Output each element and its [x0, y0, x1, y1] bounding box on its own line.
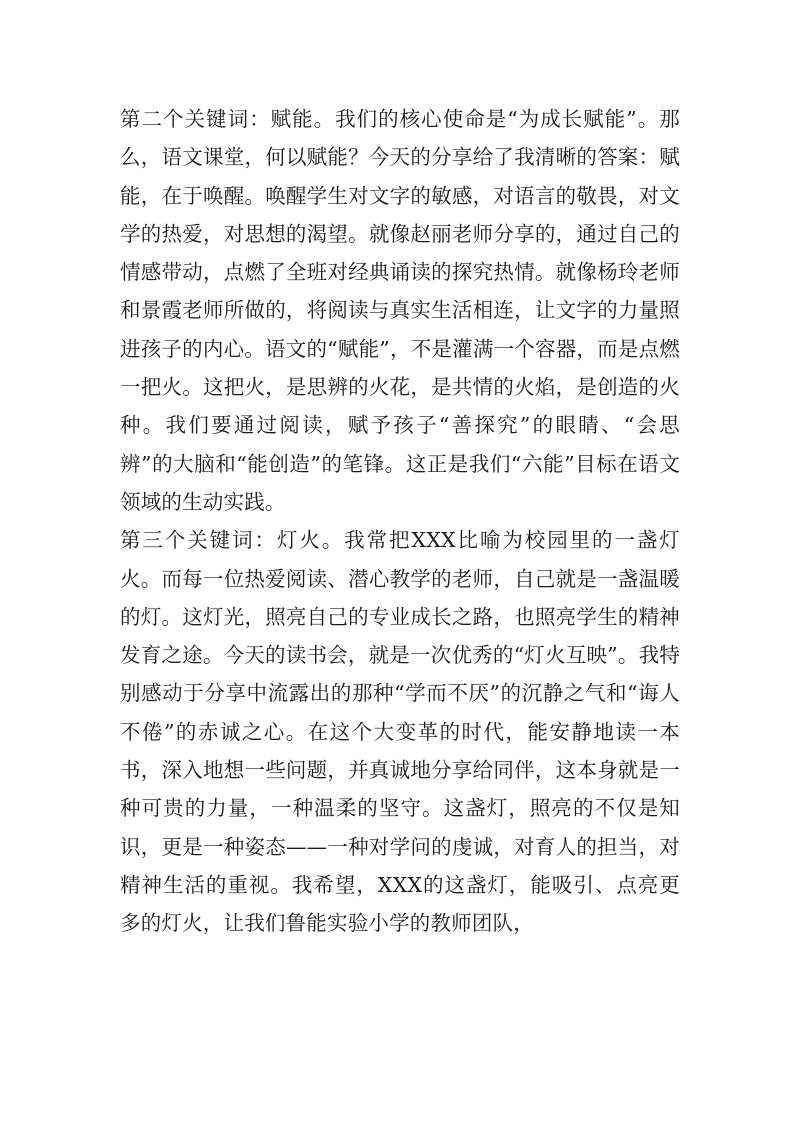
paragraph-keyword-empowerment: 第二个关键词：赋能。我们的核心使命是“为成长赋能”。那么，语文课堂，何以赋能？今天的分享给了我清晰的答案：赋能，在于唤醒。唤醒学生对文字的敏感，对语言的敬畏，对文学的热爱，对思想的渴望。就像赵丽老师分享的，通过自己的情感带动，点燃了全班对经典诵读的探究热情。就像杨玲老师和景霞老师所做的，将阅读与真实生活相连，让文字的力量照进孩子的内心。语文的“赋能”，不是灌满一个容器，而是点燃一把火。这把火，是思辨的火花，是共情的火焰，是创造的火种。我们要通过阅读，赋予孩子“善探究”的眼睛、“会思辨”的大脑和“能创造”的笔锋。这正是我们“六能”目标在语文领域的生动实践。 — [120, 107, 680, 514]
body-text — [120, 100, 680, 943]
paragraph-keyword-lamplight: 第三个关键词：灯火。我常把XXX比喻为校园里的一盏灯火。而每一位热爱阅读、潜心教学的老师，自己就是一盏温暖的灯。这灯光，照亮自己的专业成长之路，也照亮学生的精神发育之途。今天的读书会，就是一次优秀的“灯火互映”。我特别感动于分享中流露出的那种“学而不厌”的沉静之气和“诲人不倦”的赤诚之心。在这个大变革的时代，能安静地读一本书，深入地想一些问题，并真诚地分享给同伴，这本身就是一种可贵的力量，一种温柔的坚守。这盏灯，照亮的不仅是知识，更是一种姿态——一种对学问的虔诚，对育人的担当，对精神生活的重视。我希望，XXX的这盏灯，能吸引、点亮更多的灯火，让我们鲁能实验小学的教师团队， — [120, 528, 680, 936]
